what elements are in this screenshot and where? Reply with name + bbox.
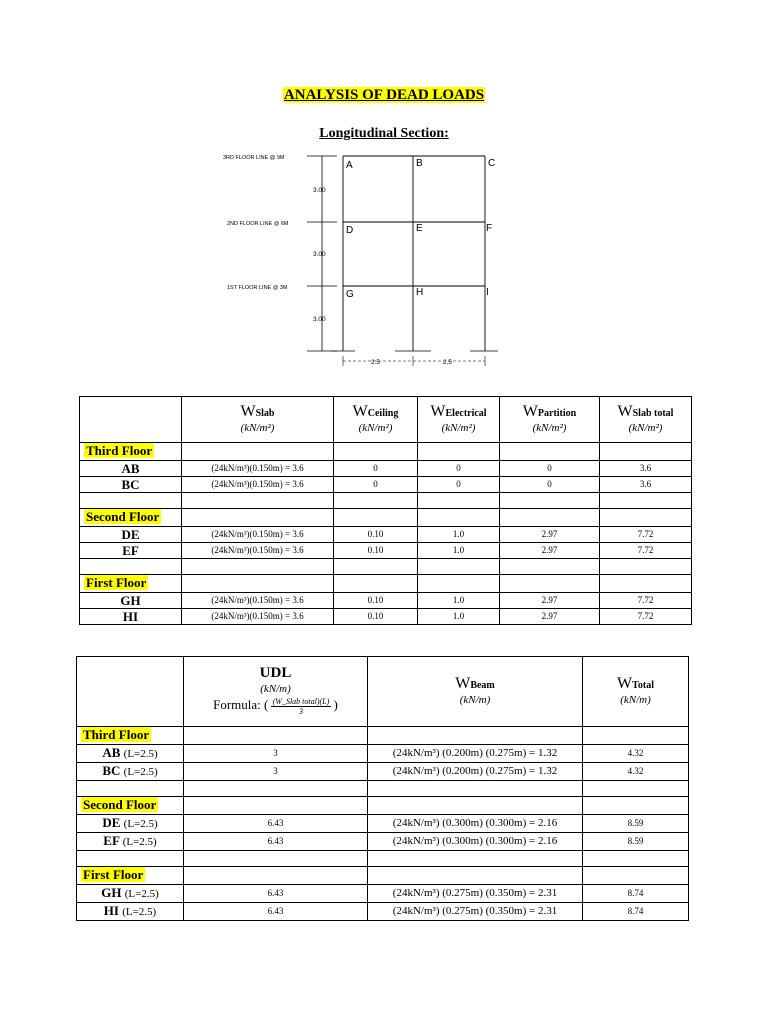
table-cell: [368, 781, 583, 797]
table-cell: 1.0: [418, 593, 500, 609]
table-cell: DE (L=2.5): [77, 815, 184, 833]
table-cell: 6.43: [184, 903, 368, 921]
table-cell: 3: [184, 763, 368, 781]
table-cell: [77, 851, 184, 867]
header-w-slab: WSlab (kN/m²): [182, 397, 334, 443]
table-cell: (24kN/m³) (0.275m) (0.350m) = 2.31: [368, 903, 583, 921]
floor-heading: Third Floor: [77, 727, 184, 745]
floor-heading: First Floor: [80, 575, 182, 593]
table-cell: [600, 493, 692, 509]
table-cell: [334, 443, 418, 461]
table-cell: [418, 509, 500, 527]
table-cell: (24kN/m³) (0.200m) (0.275m) = 1.32: [368, 745, 583, 763]
table-cell: HI: [80, 609, 182, 625]
table-cell: [77, 781, 184, 797]
floor-line-3: 3RD FLOOR LINE @ 9M: [223, 155, 285, 161]
node-label: C: [488, 158, 496, 169]
table-cell: 0: [418, 461, 500, 477]
table-cell: 0: [334, 477, 418, 493]
table-cell: BC: [80, 477, 182, 493]
frame-svg: [215, 148, 515, 370]
table-cell: 0: [500, 477, 600, 493]
table-cell: [182, 493, 334, 509]
table-cell: (24kN/m³) (0.300m) (0.300m) = 2.16: [368, 815, 583, 833]
table-cell: GH (L=2.5): [77, 885, 184, 903]
table-cell: 2.97: [500, 609, 600, 625]
header-w-total: WTotal (kN/m): [583, 657, 689, 727]
table-cell: 3: [184, 745, 368, 763]
header-w-beam: WBeam (kN/m): [368, 657, 583, 727]
table-cell: [182, 559, 334, 575]
table-cell: [500, 493, 600, 509]
table-cell: (24kN/m³)(0.150m) = 3.6: [182, 477, 334, 493]
table-cell: [583, 727, 689, 745]
table-cell: [184, 867, 368, 885]
table-cell: 4.32: [583, 745, 689, 763]
table-cell: GH: [80, 593, 182, 609]
table-cell: [368, 727, 583, 745]
table-cell: 2.97: [500, 527, 600, 543]
height-label: 3.00: [313, 316, 326, 323]
table-cell: [184, 727, 368, 745]
table-cell: 1.0: [418, 543, 500, 559]
table-cell: 0: [500, 461, 600, 477]
frame-diagram: [215, 148, 515, 375]
table-cell: [600, 575, 692, 593]
table-cell: [182, 509, 334, 527]
table-cell: HI (L=2.5): [77, 903, 184, 921]
table-cell: (24kN/m³)(0.150m) = 3.6: [182, 461, 334, 477]
table-cell: [418, 559, 500, 575]
header-w-slab-total: WSlab total (kN/m²): [600, 397, 692, 443]
node-label: D: [346, 225, 354, 236]
dead-load-table: [79, 396, 692, 625]
node-label: A: [346, 160, 353, 171]
table-cell: [500, 443, 600, 461]
floor-line-2: 2ND FLOOR LINE @ 6M: [227, 221, 289, 227]
table-cell: 1.0: [418, 527, 500, 543]
table-row: [77, 745, 689, 763]
table-cell: 8.74: [583, 903, 689, 921]
table-row: [80, 609, 692, 625]
table-row: [77, 833, 689, 851]
table-cell: [600, 443, 692, 461]
table-cell: [334, 493, 418, 509]
table-cell: 7.72: [600, 527, 692, 543]
table-cell: 0.10: [334, 527, 418, 543]
table-cell: [182, 575, 334, 593]
table-cell: BC (L=2.5): [77, 763, 184, 781]
height-label: 3.00: [313, 187, 326, 194]
table-row: [80, 593, 692, 609]
table-cell: [368, 797, 583, 815]
header-empty: [80, 397, 182, 443]
page-title: [0, 86, 768, 104]
table-cell: AB: [80, 461, 182, 477]
table-cell: [500, 509, 600, 527]
table-cell: 8.59: [583, 815, 689, 833]
table-cell: 4.32: [583, 763, 689, 781]
table-cell: 7.72: [600, 609, 692, 625]
node-label: I: [486, 287, 489, 298]
header-w-electrical: WElectrical (kN/m²): [418, 397, 500, 443]
header-udl: UDL (kN/m) Formula: ( (W_Slab total)(L) 3 ): [184, 657, 368, 727]
table-cell: 6.43: [184, 833, 368, 851]
table-cell: 6.43: [184, 815, 368, 833]
table-row: [77, 903, 689, 921]
header-w-ceiling: WCeiling (kN/m²): [334, 397, 418, 443]
table-cell: [80, 559, 182, 575]
node-label: E: [416, 223, 423, 234]
floor-heading: Second Floor: [77, 797, 184, 815]
table-cell: 7.72: [600, 593, 692, 609]
table-row: [77, 763, 689, 781]
table-cell: (24kN/m³)(0.150m) = 3.6: [182, 527, 334, 543]
table-cell: 3.6: [600, 477, 692, 493]
table-cell: [500, 559, 600, 575]
span-label: 2.5: [371, 359, 381, 366]
table-cell: [583, 867, 689, 885]
section-subtitle: Longitudinal Section:: [319, 126, 449, 141]
table-row: [80, 527, 692, 543]
node-label: H: [416, 287, 424, 298]
table-cell: [334, 509, 418, 527]
table-cell: 0: [418, 477, 500, 493]
floor-heading: Second Floor: [80, 509, 182, 527]
table-cell: [182, 443, 334, 461]
table-cell: [583, 797, 689, 815]
table-cell: [368, 851, 583, 867]
table-cell: 2.97: [500, 543, 600, 559]
table-cell: [368, 867, 583, 885]
table-cell: DE: [80, 527, 182, 543]
node-label: F: [486, 223, 493, 234]
formula-fraction: (W_Slab total)(L) 3: [272, 697, 330, 716]
table-cell: 0.10: [334, 609, 418, 625]
table-cell: (24kN/m³) (0.275m) (0.350m) = 2.31: [368, 885, 583, 903]
table-cell: 3.6: [600, 461, 692, 477]
node-label: G: [346, 289, 354, 300]
table-cell: AB (L=2.5): [77, 745, 184, 763]
table-cell: EF (L=2.5): [77, 833, 184, 851]
table-cell: 1.0: [418, 609, 500, 625]
table-cell: 6.43: [184, 885, 368, 903]
table-row: [80, 543, 692, 559]
table-cell: (24kN/m³) (0.300m) (0.300m) = 2.16: [368, 833, 583, 851]
udl-table: [76, 656, 689, 921]
table-cell: [184, 781, 368, 797]
table-cell: [600, 559, 692, 575]
table-cell: (24kN/m³) (0.200m) (0.275m) = 1.32: [368, 763, 583, 781]
height-label: 3.00: [313, 251, 326, 258]
floor-heading: Third Floor: [80, 443, 182, 461]
node-label: B: [416, 158, 423, 169]
table-row: [80, 461, 692, 477]
table-cell: 2.97: [500, 593, 600, 609]
header-w-partition: WPartition (kN/m²): [500, 397, 600, 443]
page-title-text: ANALYSIS OF DEAD LOADS: [283, 87, 485, 103]
table-cell: 7.72: [600, 543, 692, 559]
table-cell: [184, 797, 368, 815]
table-cell: [334, 575, 418, 593]
table-cell: [583, 851, 689, 867]
span-label: 2.5: [443, 359, 453, 366]
table-cell: 0.10: [334, 543, 418, 559]
table-cell: EF: [80, 543, 182, 559]
table-cell: [418, 443, 500, 461]
table-cell: [418, 575, 500, 593]
table-cell: (24kN/m³)(0.150m) = 3.6: [182, 609, 334, 625]
table-cell: [600, 509, 692, 527]
table-cell: [184, 851, 368, 867]
table-cell: 8.74: [583, 885, 689, 903]
floor-line-1: 1ST FLOOR LINE @ 3M: [227, 285, 288, 291]
floor-heading: First Floor: [77, 867, 184, 885]
table-cell: [80, 493, 182, 509]
header-empty: [77, 657, 184, 727]
table-cell: 8.59: [583, 833, 689, 851]
table-cell: 0.10: [334, 593, 418, 609]
table-cell: [500, 575, 600, 593]
table-row: [80, 477, 692, 493]
table-cell: [583, 781, 689, 797]
table-cell: [418, 493, 500, 509]
table-row: [77, 815, 689, 833]
table-cell: (24kN/m³)(0.150m) = 3.6: [182, 593, 334, 609]
table-cell: 0: [334, 461, 418, 477]
table-cell: (24kN/m³)(0.150m) = 3.6: [182, 543, 334, 559]
table-cell: [334, 559, 418, 575]
table-row: [77, 885, 689, 903]
